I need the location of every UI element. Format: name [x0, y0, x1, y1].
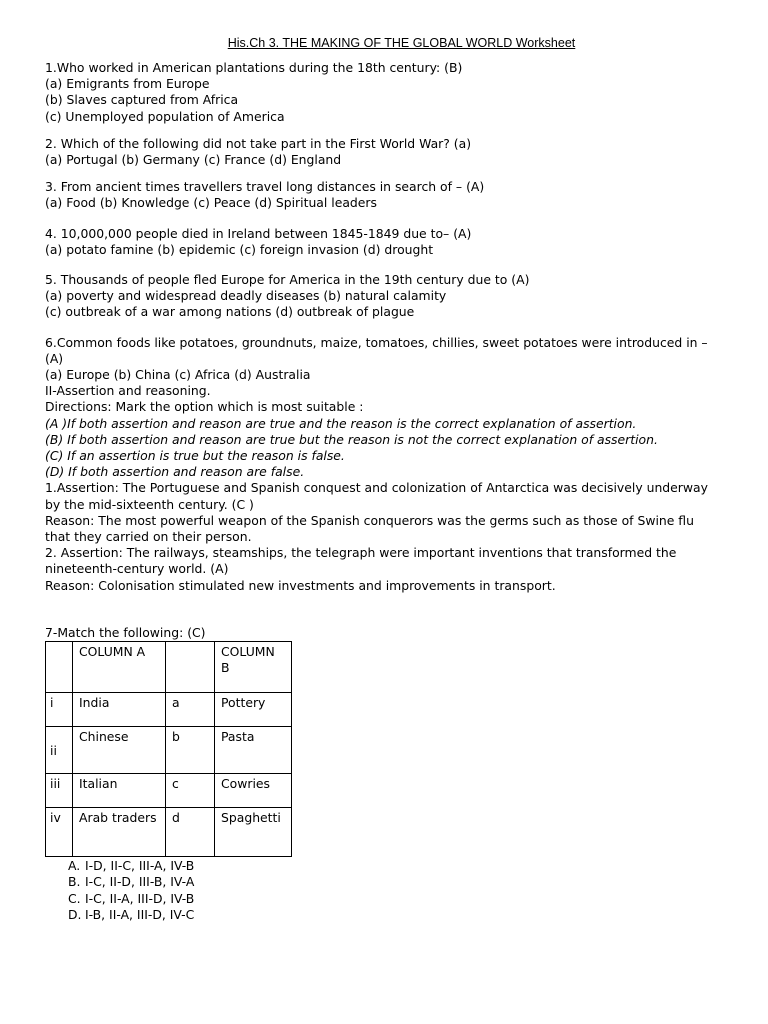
option-letter: B. — [68, 874, 81, 890]
assertion-reasoning-section — [45, 383, 738, 594]
table-row — [46, 808, 292, 857]
assertion-1: 1.Assertion: The Portuguese and Spanish conquest and colonization of Antarctica was decisively underway by the mid-sixteenth century. (C ) — [45, 480, 708, 512]
answer-option — [68, 907, 738, 923]
column-b-cell: Pasta — [215, 727, 292, 774]
question-text: 2. Which of the following did not take part in the First World War? (a) — [45, 135, 472, 151]
option: (a) Portugal (b) Germany (c) France (d) England — [45, 152, 342, 168]
question-1 — [45, 60, 738, 125]
question-7 — [45, 625, 738, 923]
table-cell — [166, 642, 215, 693]
option-text: I-C, II-D, III-B, IV-A — [85, 874, 195, 890]
question-text: 5. Thousands of people fled Europe for America in the 19th century due to (A) — [45, 272, 530, 288]
question-text: 3. From ancient times travellers travel long distances in search of – (A) — [45, 179, 485, 195]
worksheet-title: His.Ch 3. THE MAKING OF THE GLOBAL WORLD Worksheet — [227, 36, 576, 50]
option: (a) poverty and widespread deadly diseases (b) natural calamity — [45, 288, 447, 304]
choice: (A )If both assertion and reason are true and the reason is the correct explanation of assertion. — [45, 415, 637, 431]
option: (a) Europe (b) China (c) Africa (d) Australia — [45, 367, 311, 383]
option-text: I-B, II-A, III-D, IV-C — [85, 906, 195, 922]
row-letter: a — [166, 693, 215, 727]
directions: Directions: Mark the option which is most suitable : — [45, 399, 364, 415]
column-b-cell: Spaghetti — [215, 808, 292, 857]
row-letter: b — [166, 727, 215, 774]
answer-option — [68, 891, 738, 907]
section-heading: II-Assertion and reasoning. — [45, 383, 211, 399]
row-letter: d — [166, 808, 215, 857]
option-text: I-C, II-A, III-D, IV-B — [85, 890, 195, 906]
answer-option — [68, 858, 738, 874]
table-row — [46, 693, 292, 727]
option: (a) Food (b) Knowledge (c) Peace (d) Spiritual leaders — [45, 195, 377, 211]
question-text: 7-Match the following: (C) — [45, 624, 206, 640]
column-a-cell: Italian — [73, 774, 166, 808]
question-6 — [45, 335, 738, 384]
column-a-cell: India — [73, 693, 166, 727]
reason-1: Reason: The most powerful weapon of the Spanish conquerors was the germs such as those of Swine flu that they carried on their person. — [45, 512, 694, 545]
column-a-header: COLUMN A — [73, 642, 166, 693]
answer-options — [45, 858, 738, 923]
row-letter: c — [166, 774, 215, 808]
match-table — [45, 641, 292, 857]
choice: (C) If an assertion is true but the reason is false. — [45, 448, 345, 464]
option-text: I-D, II-C, III-A, IV-B — [85, 858, 195, 874]
option-letter: D. — [68, 906, 82, 922]
option: (a) Emigrants from Europe — [45, 76, 210, 92]
question-text: 1.Who worked in American plantations during the 18th century: (B) — [45, 60, 463, 75]
question-3 — [45, 179, 738, 211]
assertion-2: 2. Assertion: The railways, steamships, the telegraph were important inventions that transformed the nineteenth-century world. (A) — [45, 545, 677, 577]
option-letter: C. — [68, 890, 81, 906]
reason-2: Reason: Colonisation stimulated new investments and improvements in transport. — [45, 577, 556, 593]
question-text: 4. 10,000,000 people died in Ireland between 1845-1849 due to– (A) — [45, 225, 472, 241]
column-a-cell: Arab traders — [73, 808, 166, 857]
column-b-cell: Cowries — [215, 774, 292, 808]
question-2 — [45, 136, 738, 168]
question-4 — [45, 226, 738, 258]
option: (c) Unemployed population of America — [45, 108, 285, 124]
choice: (D) If both assertion and reason are false. — [45, 464, 305, 480]
column-b-cell: Pottery — [215, 693, 292, 727]
column-a-cell: Chinese — [73, 727, 166, 774]
option-letter: A. — [68, 858, 81, 874]
table-header-row — [46, 642, 292, 693]
table-cell — [46, 642, 73, 693]
column-b-header: COLUMN B — [215, 642, 292, 693]
table-row — [46, 727, 292, 774]
question-text: 6.Common foods like potatoes, groundnuts, maize, tomatoes, chillies, sweet potatoes were introduced in –(A) — [45, 334, 708, 366]
option: (b) Slaves captured from Africa — [45, 92, 239, 108]
row-number: i — [46, 693, 73, 727]
option: (c) outbreak of a war among nations (d) outbreak of plague — [45, 304, 415, 320]
choice: (B) If both assertion and reason are true but the reason is not the correct explanation of assertion. — [45, 431, 658, 447]
row-number: ii — [46, 727, 73, 774]
question-5 — [45, 272, 738, 321]
row-number: iv — [46, 808, 73, 857]
option: (a) potato famine (b) epidemic (c) foreign invasion (d) drought — [45, 241, 434, 257]
row-number: iii — [46, 774, 73, 808]
table-row — [46, 774, 292, 808]
answer-option — [68, 874, 738, 890]
